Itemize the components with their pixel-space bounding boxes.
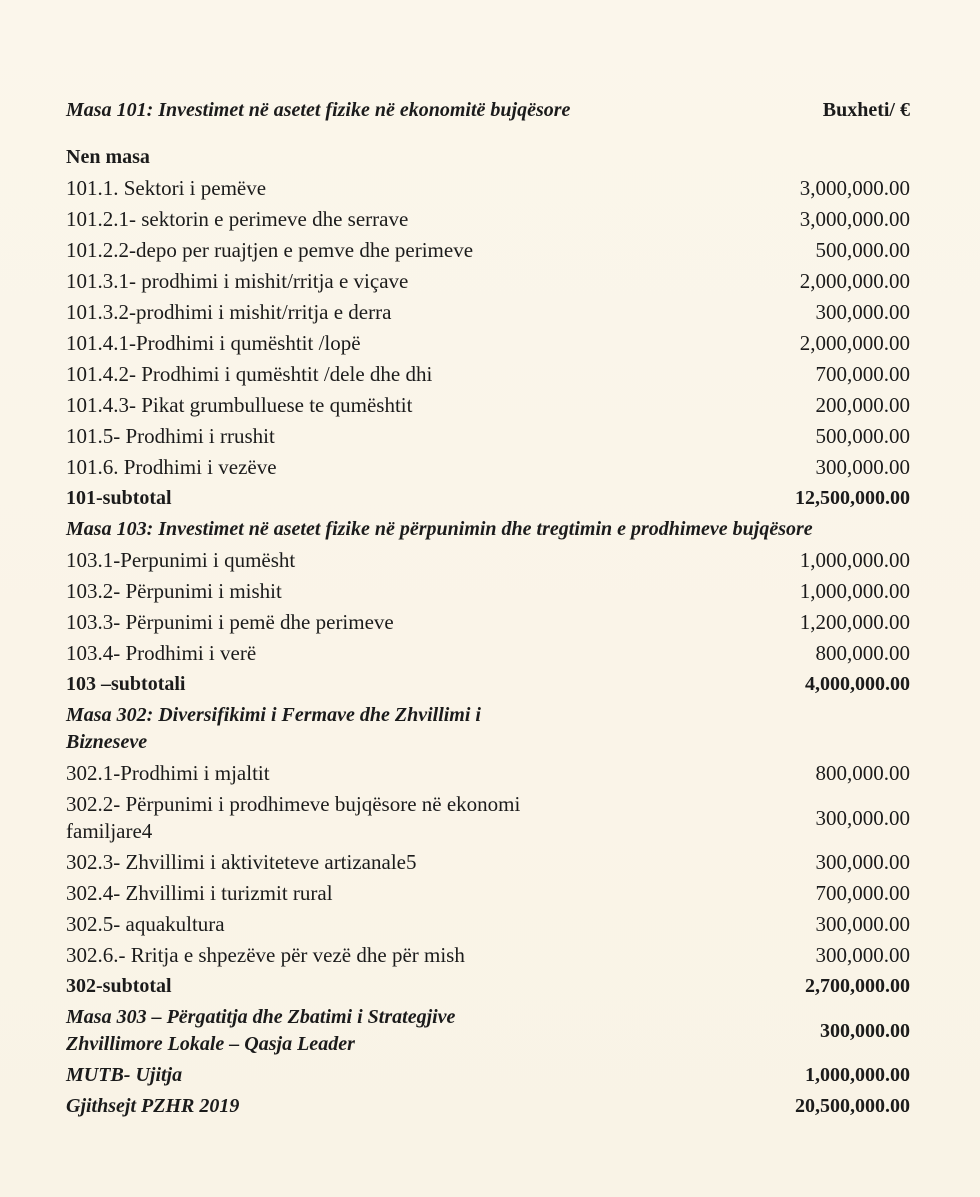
row-label: 302.5- aquakultura [66,912,225,936]
table-row [60,421,916,452]
table-row [60,266,916,297]
grand-total-label: Gjithsejt PZHR 2019 [66,1095,240,1117]
table-row [60,545,916,576]
row-label: 101.3.2-prodhimi i mishit/rritja e derra [66,300,392,324]
row-label: 101.5- Prodhimi i rrushit [66,424,275,448]
mutb-amount: 1,000,000.00 [805,1064,910,1086]
row-label: 302.6.- Rritja e shpezëve për vezë dhe për mish [66,943,465,967]
subtotal-row-101 [60,483,916,514]
mutb-row [60,1060,916,1091]
grand-total-amount: 20,500,000.00 [795,1095,910,1117]
subtotal-label: 101-subtotal [66,487,172,509]
budget-column-header: Buxheti/ € [822,99,910,121]
row-amount: 700,000.00 [815,362,910,386]
table-row [60,758,916,789]
row-amount: 700,000.00 [815,881,910,905]
row-label: 101.4.3- Pikat grumbulluese te qumështit [66,393,413,417]
row-amount: 2,000,000.00 [799,269,910,293]
submeasure-heading-row [60,142,916,173]
table-row [60,297,916,328]
measure-303-title: Masa 303 – Përgatitja dhe Zbatimi i Strategjive Zhvillimore Lokale – Qasja Leader [66,1006,456,1055]
row-amount: 1,000,000.00 [799,579,910,603]
row-label: 103.4- Prodhimi i verë [66,641,257,665]
row-label: 302.3- Zhvillimi i aktiviteteve artizanale5 [66,850,417,874]
subtotal-amount: 2,700,000.00 [805,975,910,997]
row-amount: 300,000.00 [815,850,910,874]
row-amount: 300,000.00 [815,943,910,967]
subtotal-label: 103 –subtotali [66,673,186,695]
table-row [60,940,916,971]
row-label: 101.2.2-depo per ruajtjen e pemve dhe perimeve [66,238,474,262]
table-row [60,328,916,359]
table-row [60,235,916,266]
row-amount: 1,200,000.00 [799,610,910,634]
measure-302-title: Masa 302: Diversifikimi i Fermave dhe Zhvillimi i Bizneseve [66,704,481,753]
row-label: 302.2- Përpunimi i prodhimeve bujqësore në ekonomi familjare4 [66,792,521,843]
subtotal-amount: 12,500,000.00 [795,487,910,509]
table-row [60,576,916,607]
subtotal-row-302 [60,971,916,1002]
row-label: 101.3.1- prodhimi i mishit/rritja e viçave [66,269,409,293]
row-label: 101.1. Sektori i pemëve [66,176,267,200]
subtotal-amount: 4,000,000.00 [805,673,910,695]
table-row [60,173,916,204]
subtotal-label: 302-subtotal [66,975,172,997]
row-amount: 800,000.00 [815,641,910,665]
row-label: 302.4- Zhvillimi i turizmit rural [66,881,333,905]
row-label: 103.2- Përpunimi i mishit [66,579,282,603]
table-row [60,789,916,847]
table-header-row [60,78,916,142]
table-row [60,204,916,235]
row-label: 101.6. Prodhimi i vezëve [66,455,277,479]
table-row [60,909,916,940]
row-amount: 500,000.00 [815,424,910,448]
table-row [60,452,916,483]
row-amount: 300,000.00 [815,455,910,479]
measure-303-amount: 300,000.00 [820,1019,910,1042]
row-label: 101.2.1- sektorin e perimeve dhe serrave [66,207,409,231]
grand-total-row [60,1091,916,1122]
row-amount: 200,000.00 [815,393,910,417]
mutb-label: MUTB- Ujitja [66,1064,183,1086]
row-amount: 800,000.00 [815,761,910,785]
row-amount: 3,000,000.00 [799,207,910,231]
budget-table [60,78,916,1122]
table-row [60,359,916,390]
row-amount: 2,000,000.00 [799,331,910,355]
measure-101-title: Masa 101: Investimet në asetet fizike në ekonomitë bujqësore [66,99,571,121]
measure-303-row [60,1002,916,1060]
table-row [60,638,916,669]
submeasure-heading: Nen masa [66,146,150,168]
row-amount: 1,000,000.00 [799,548,910,572]
table-row [60,847,916,878]
row-label: 101.4.1-Prodhimi i qumështit /lopë [66,331,361,355]
row-label: 103.3- Përpunimi i pemë dhe perimeve [66,610,394,634]
table-row [60,390,916,421]
subtotal-row-103 [60,669,916,700]
row-amount: 3,000,000.00 [799,176,910,200]
row-amount: 300,000.00 [815,912,910,936]
measure-302-row [60,700,916,758]
measure-103-row [60,514,916,545]
row-amount: 300,000.00 [815,805,910,830]
row-amount: 300,000.00 [815,300,910,324]
row-label: 103.1-Perpunimi i qumësht [66,548,296,572]
row-label: 302.1-Prodhimi i mjaltit [66,761,270,785]
row-label: 101.4.2- Prodhimi i qumështit /dele dhe dhi [66,362,433,386]
table-row [60,878,916,909]
measure-103-title: Masa 103: Investimet në asetet fizike në përpunimin dhe tregtimin e prodhimeve bujqësore [66,518,813,540]
row-amount: 500,000.00 [815,238,910,262]
table-row [60,607,916,638]
